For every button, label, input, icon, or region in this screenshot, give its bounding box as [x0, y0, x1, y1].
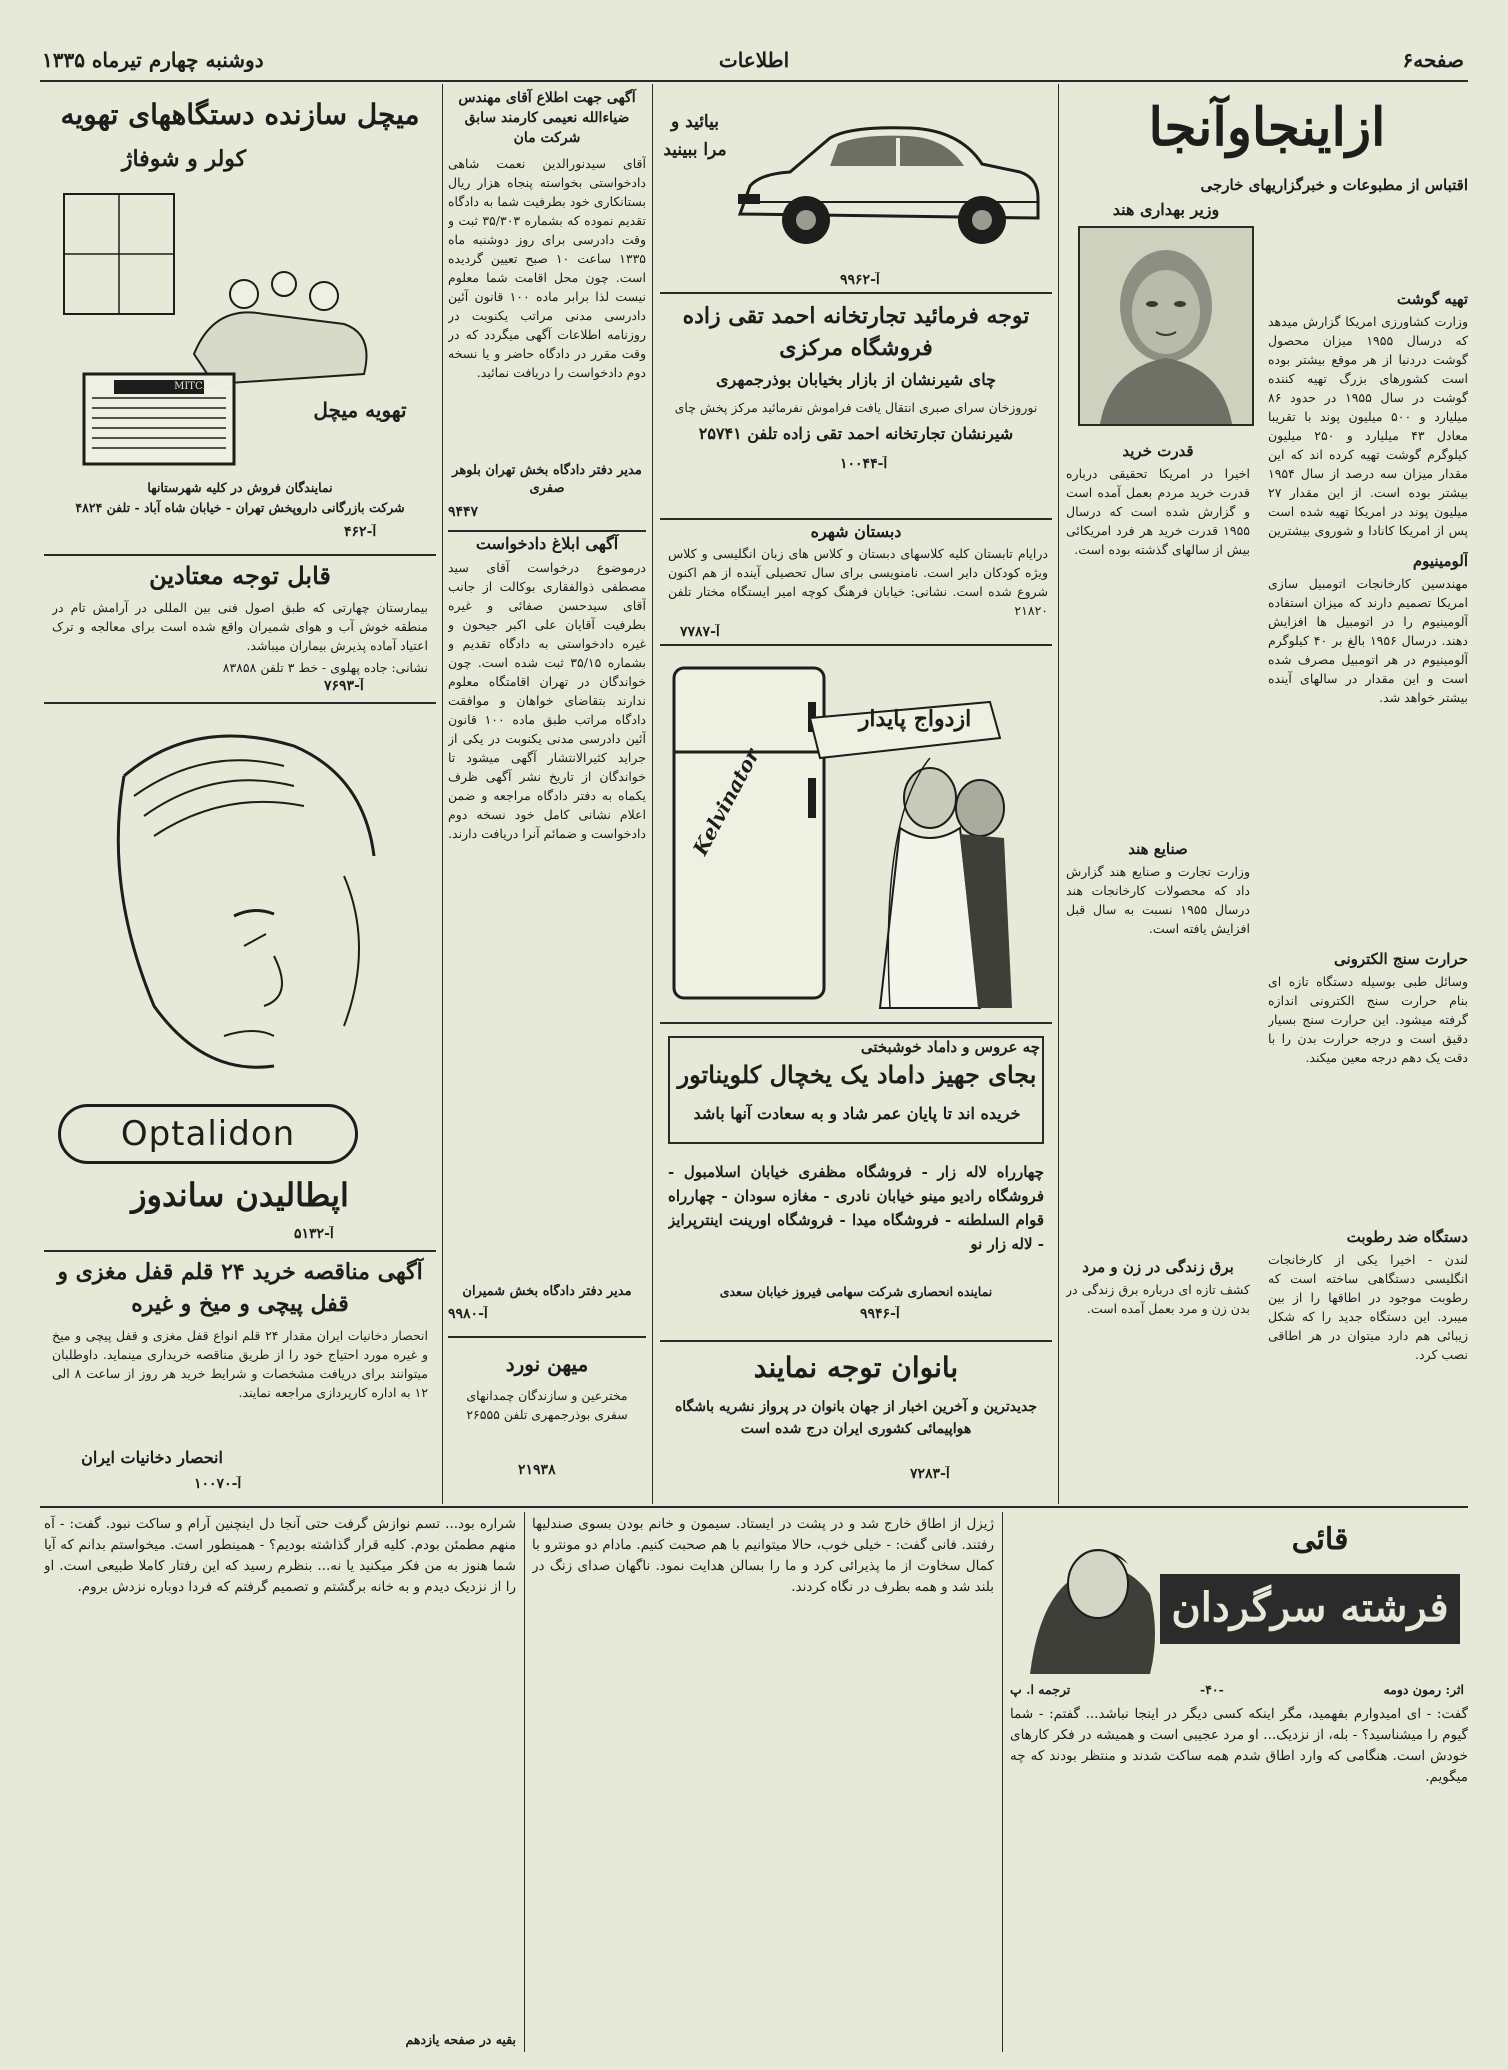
kelvinator-text-ad [660, 1026, 1052, 1338]
serial-column: گفت: - ای امیدوارم بفهمید، مگر اینکه کسی دیگر در اینجا نباشد... گفتم: - شما گیوم را میشناسید؟ - بله، از نزدیک... او مرد عجیبی است و همیشه در فکر کارهای خودش است. هنگامی که وارد اطاق شدم همه ساکت شدند و منتظر بودند که چه میگویم. [1010, 1706, 1468, 1785]
ad-code: ۹۴۴۷ [448, 504, 479, 520]
tender-ad [44, 1254, 436, 1502]
women-ad [660, 1344, 1052, 1500]
notice-signature: مدیر دفتر دادگاه بخش تهران بلوهر صفری [452, 463, 642, 496]
mitchell-products: کولر و شوفاژ [121, 146, 247, 172]
ad-code: آ-۹۹۸۰ [448, 1306, 488, 1322]
ad-code: آ-۷۶۹۳ [324, 678, 364, 694]
ad-rule [660, 518, 1052, 520]
section-rule [40, 1506, 1468, 1508]
article-body: وزارت کشاورزی امریکا گزارش میدهد که درسال ۱۹۵۵ میزان محصول گوشت دردنیا از هر موقع بیشتر بوده است کشورهای بزرگ تهیه کننده گوشت در سال ۱۹۵۵ در حدود ۸۶ میلیارد و ۵۰۰ میلیون پوند با تقریبا معادل ۴۳ میلیارد و ۲۵۰ میلیون کیلوگرم گوشت تهیه کرده اند که این مقدار میزان سه درصد از سال ۱۹۵۴ بیشتر بوده است. از این مقدار ۲۷ میلیون پوند در امریکا تهیه شده است پس از امریکا کانادا و شوروی بیشترین [1268, 314, 1468, 538]
serial-label: قائی [1291, 1522, 1349, 1557]
addicts-title: قابل توجه معتادین [149, 562, 331, 590]
ad-code: آ-۴۶۲ [344, 524, 377, 540]
article-body: مهندسین کارخانجات اتومبیل سازی امریکا تصمیم دارند که میزان استفاده آلومینیوم را در اتومبیل ها افزایش دهند. درسال ۱۹۵۶ بالغ بر ۴۰ کیلوگرم آلومینیوم در هر اتومبیل مصرف شده است و این مقدار در سالهای آینده بیشتر خواهد شد. [1268, 576, 1468, 705]
tea-ad-line: چای شیرنشان از بازار بخیابان بوذرجمهری [716, 370, 996, 389]
article-heading: قدرت خرید [1122, 442, 1194, 460]
mihan-nord-title: میهن نورد [505, 1352, 589, 1376]
article-body: وسائل طبی بوسیله دستگاه تازه ای بنام حرارت سنج الکترونی اندازه گرفته میشود. این حرارت سنج بسیار دقیق است و درجه حرارت بدن را با دقت یک دهم درجه معین میکند. [1268, 974, 1468, 1065]
ad-code: آ-۱۰۰۷۰ [194, 1476, 242, 1492]
kelvinator-tagline-2: خریده اند تا پایان عمر شاد و به سعادت آنها باشد [693, 1104, 1021, 1123]
mihan-nord-text: مخترعین و سازندگان چمدانهای سفری بوذرجمهری تلفن ۲۶۵۵۵ [466, 1388, 628, 1422]
article-heading: حرارت سنج الکترونی [1333, 950, 1468, 968]
addicts-text: بیمارستان چهارتی که طبق اصول فنی بین المللی در آرامش تام در منطقه خوش آب و هوای شمیران واقع شده است برای معالجه و ترک اعتیاد آماده پذیرش بیماران میباشد. [52, 600, 428, 653]
court-notice-1 [448, 88, 646, 526]
ad-rule [44, 702, 436, 704]
fridge-brand: Kelvinator [688, 744, 765, 860]
column-title: ازاینجاوآنجا [1148, 97, 1386, 158]
kelvinator-rep: نماینده انحصاری شرکت سهامی فیروز خیابان سعدی [719, 1284, 993, 1299]
optalidon-box [58, 1104, 358, 1164]
serial-column: شراره بود... تسم نوازش گرفت حتی آنجا دل اینچنین آرام و ساکت نبود. گفت: - آه منهم مطمئن بودم. کلیه قرار گذاشته بودیم؟ - همینطور است. میخواستم بدانم که آیا شما هنوز به من فکر میکنید یا نه... بنظرم رسید که این رفتار کاملا طبیعی است. او را از نزدیک دیدم و به خانه برگشتم و تصمیم گرفتم که فردا دوباره نزدش بروم. [44, 1516, 516, 1595]
article-body: اخیرا در امریکا تحقیقی درباره قدرت خرید مردم بعمل آمده است و گزارش شده است که درسال ۱۹۵۵ قدرت خرید هر فرد امریکائی بیش از سالهای گذشته بوده است. [1066, 466, 1250, 557]
mitchell-line: نمایندگان فروش در کلیه شهرستانها [147, 480, 333, 495]
photo-caption: وزیر بهداری هند [1112, 200, 1220, 219]
article-heading: برق زندگی در زن و مرد [1082, 1258, 1234, 1276]
notice-body: درموضوع درخواست آقای سید مصطفی ذوالفقاری بوکالت از جانب آقای سیدحسن صفائی و غیره بطرفیت آقایان علی اکبر جیحون و غیره دادخواستی به دادگاه تقدیم و بشماره ۳۵/۱۵ ثبت شده است. چون خواندگان در تهران اقامتگاه معلوم ندارند بتقاضای خواهان و موافقت دادگاه مراتب طبق ماده ۱۰۰ قانون آئین دادرسی مدنی یکنوبت در یکی از جراید کثیرالانتشار آگهی میشود تا خواندگان از تاریخ نشر آگهی ظرف یکماه به دفتر دادگاه مراجعه و ضمن اعلام نشانی کامل خود نسخه دوم دادخواست و ضمائم آنرا دریافت دارند. [448, 560, 646, 841]
mitchell-label: تهویه میچل [313, 398, 407, 422]
article-heading: تهیه گوشت [1396, 290, 1468, 308]
serial-translator: ترجمه ا. پ [1010, 1682, 1071, 1697]
car-illustration [720, 94, 1050, 274]
ad-rule [660, 1022, 1052, 1024]
column-divider [652, 84, 653, 1504]
women-ad-text: جدیدترین و آخرین اخبار از جهان بانوان در پرواز نشریه باشگاه هواپیمائی کشوری ایران درج شده است [674, 1399, 1038, 1437]
mitchell-address: شرکت بازرگانی داروپخش تهران - خیابان شاه آباد - تلفن ۴۸۲۴ [75, 500, 405, 515]
ad-rule [660, 644, 1052, 646]
serial-title: فرشته سرگردان [1171, 1584, 1449, 1631]
women-ad-title: بانوان توجه نمایند [753, 1351, 959, 1384]
tea-ad-title: توجه فرمائید تجارتخانه احمد تقی زاده فروشگاه مرکزی [682, 303, 1030, 361]
ad-code: آ-۷۲۸۳ [910, 1466, 950, 1482]
tea-ad [660, 298, 1052, 516]
mitchell-headline: میچل سازنده دستگاههای تهویه [60, 98, 420, 131]
court-notice-2 [448, 534, 646, 1332]
ad-rule [448, 1336, 646, 1338]
serial-episode: -۴۰- [1200, 1682, 1224, 1697]
fridge-banner: ازدواج پایدار [858, 706, 972, 732]
school-text: درایام تابستان کلیه کلاسهای دبستان و کلاس های زبان انگلیسی و کلاس ویژه کودکان دایر است. نامنویسی برای سال تحصیلی آینده از هم اکنون شروع شده است. نشانی: خیابان فرهنگ کوچه امیر ایستگاه مختار تلفن ۲۱۸۲۰ [668, 546, 1048, 618]
article-heading: صنایع هند [1128, 840, 1188, 858]
column-divider [524, 1512, 525, 2052]
ad-rule [660, 1340, 1052, 1342]
school-ad [660, 522, 1052, 642]
serial-column: ژیزل از اطاق خارج شد و در پشت در ایستاد. سیمون و خانم بودن بسوی صندلیها رفتند. فانی گفت: - خیلی خوب، حالا میتوانیم با هم صحبت کنیم. مادام دو مونترو با کمال سخاوت از ما پذیرائی کرد و ما را بسالن هدایت نمود. ناگهان صدای زنگ در بلند شد و همه بطرف در نگاه کردند. [532, 1516, 994, 1595]
column-divider [1002, 1512, 1003, 2052]
column-subtitle: اقتباس از مطبوعات و خبرگزاریهای خارجی [1200, 176, 1468, 194]
article-body: کشف تازه ای درباره برق زندگی در بدن زن و مرد بعمل آمده است. [1066, 1282, 1250, 1316]
kelvinator-ad [660, 648, 1052, 1020]
serial-banner [1010, 1514, 1468, 1674]
car-slogan: بیائید و مرا ببینید [663, 112, 727, 160]
issue-date: دوشنبه چهارم تیرماه ۱۳۳۵ [42, 48, 264, 72]
tea-ad-line: نوروزخان سرای صبری انتقال یافت فراموش نفرمائید مرکز پخش چای [674, 400, 1038, 415]
notice-signature: مدیر دفتر دادگاه بخش شمیران [462, 1284, 632, 1299]
page-number: صفحه۶ [1402, 48, 1464, 72]
article-heading: دستگاه ضد رطوبت [1346, 1228, 1468, 1246]
mitchell-plate: MITCHELL [174, 381, 232, 392]
ad-code: ۲۱۹۳۸ [518, 1462, 556, 1478]
ad-code: آ-۵۱۳۲ [294, 1226, 334, 1242]
kelvinator-tagline: بجای جهیز داماد یک یخچال کلویناتور [677, 1060, 1037, 1089]
article-body: لندن - اخیرا یکی از کارخانجات انگلیسی دستگاهی ساخته است که رطوبت موجود در اطاقها را از بین میبرد. این دستگاه جدید را که شکل زیبائی هم دارد میتوان در هر اطاقی نصب کرد. [1268, 1252, 1468, 1362]
tender-signature: انحصار دخانیات ایران [81, 1448, 223, 1467]
ad-rule [448, 530, 646, 532]
mihan-nord-ad [448, 1342, 646, 1502]
car-ad [660, 88, 1052, 288]
ad-code: آ-۷۷۸۷ [680, 624, 720, 640]
notice-title: آگهی ابلاغ دادخواست [475, 534, 619, 553]
newspaper-name: اطلاعات [718, 48, 790, 72]
living-room-illustration [44, 184, 436, 484]
mitchell-ad [44, 88, 436, 548]
optalidon-box-brand: Optalidon [120, 1114, 296, 1154]
ad-code: آ-۹۹۶۲ [840, 272, 880, 288]
school-title: دبستان شهره [810, 522, 902, 541]
header-rule [40, 80, 1468, 82]
addicts-ad [44, 558, 436, 698]
optalidon-name: اپطالیدن ساندوز [131, 1176, 349, 1214]
tender-text: انحصار دخانیات ایران مقدار ۲۴ قلم انواع قفل مغزی و قفل پیچی و میخ و غیره مورد احتیاج خود را از طریق مناقصه خریداری مینماید. داوطلبان میتوانند برای دریافت مشخصات و شرایط خرید هر روز از ساعت ۸ الی ۱۲ به اداره کارپردازی مراجعه نمایند. [52, 1328, 428, 1400]
ad-rule [44, 554, 436, 556]
ad-code: آ-۱۰۰۴۴ [840, 456, 888, 472]
ad-rule [44, 1250, 436, 1252]
tender-title: آگهی مناقصه خرید ۲۴ قلم قفل مغزی و قفل پیچی و میخ و غیره [57, 1259, 423, 1317]
kelvinator-headline-box [668, 1036, 1044, 1144]
serial-author: اثر: رمون دومه [1383, 1682, 1464, 1697]
optalidon-ad [44, 706, 436, 1246]
addicts-address: نشانی: جاده پهلوی - خط ۳ تلفن ۸۳۸۵۸ [222, 660, 428, 675]
article-heading: آلومینیوم [1412, 552, 1468, 570]
az-inja-column [1066, 88, 1468, 1500]
column-divider [1058, 84, 1059, 1504]
headache-face-illustration [44, 706, 436, 1106]
tea-ad-line: شیرنشان تجارتخانه احمد تقی زاده تلفن ۲۵۷۴۱ [698, 424, 1014, 443]
serial-continued: بقیه در صفحه یازدهم [405, 2032, 516, 2047]
column-divider [442, 84, 443, 1504]
kelvinator-headline: چه عروس و داماد خوشبختی [860, 1038, 1040, 1056]
notice-body: آقای سیدنورالدین نعمت شاهی دادخواستی بخواسته پنجاه هزار ریال بستانکاری خود بطرفیت شما به دادگاه تقدیم نموده که بشماره ۳۵/۳۰۳ ثبت و وقت دادرسی برای روز دوشنبه ماه ۱۳۳۵ ساعت ۱۰ صبح تعیین گردیده است. چون محل اقامت شما معلوم نیست لذا برابر ماده ۱۰۰ قانون آئین دادرسی مدنی مراتب یکنوبت در روزنامه اطلاعات آگهی میگردد که در وقت مقرر در دادگاه حاضر و یا نسخه دوم دادخواست را دریافت نمائید. [448, 156, 646, 380]
article-body: وزارت تجارت و صنایع هند گزارش داد که محصولات کارخانجات هند درسال ۱۹۵۵ نسبت به سال قبل افزایش یافته است. [1066, 864, 1250, 936]
kelvinator-sellers: چهارراه لاله زار - فروشگاه مظفری خیابان اسلامبول - فروشگاه رادیو مینو خیابان نادری - مغازه سودان - چهارراه قوام السلطنه - فروشگاه میدا - فروشگاه اورینت اینترپرایز - لاله زار نو [668, 1163, 1044, 1253]
ad-rule [660, 292, 1052, 294]
ad-code: آ-۹۹۴۶ [860, 1306, 900, 1322]
notice-title: آگهی جهت اطلاع آقای مهندس ضیاءالله نعیمی کارمند سابق شرکت مان [458, 90, 636, 146]
article-list [1066, 200, 1468, 1500]
